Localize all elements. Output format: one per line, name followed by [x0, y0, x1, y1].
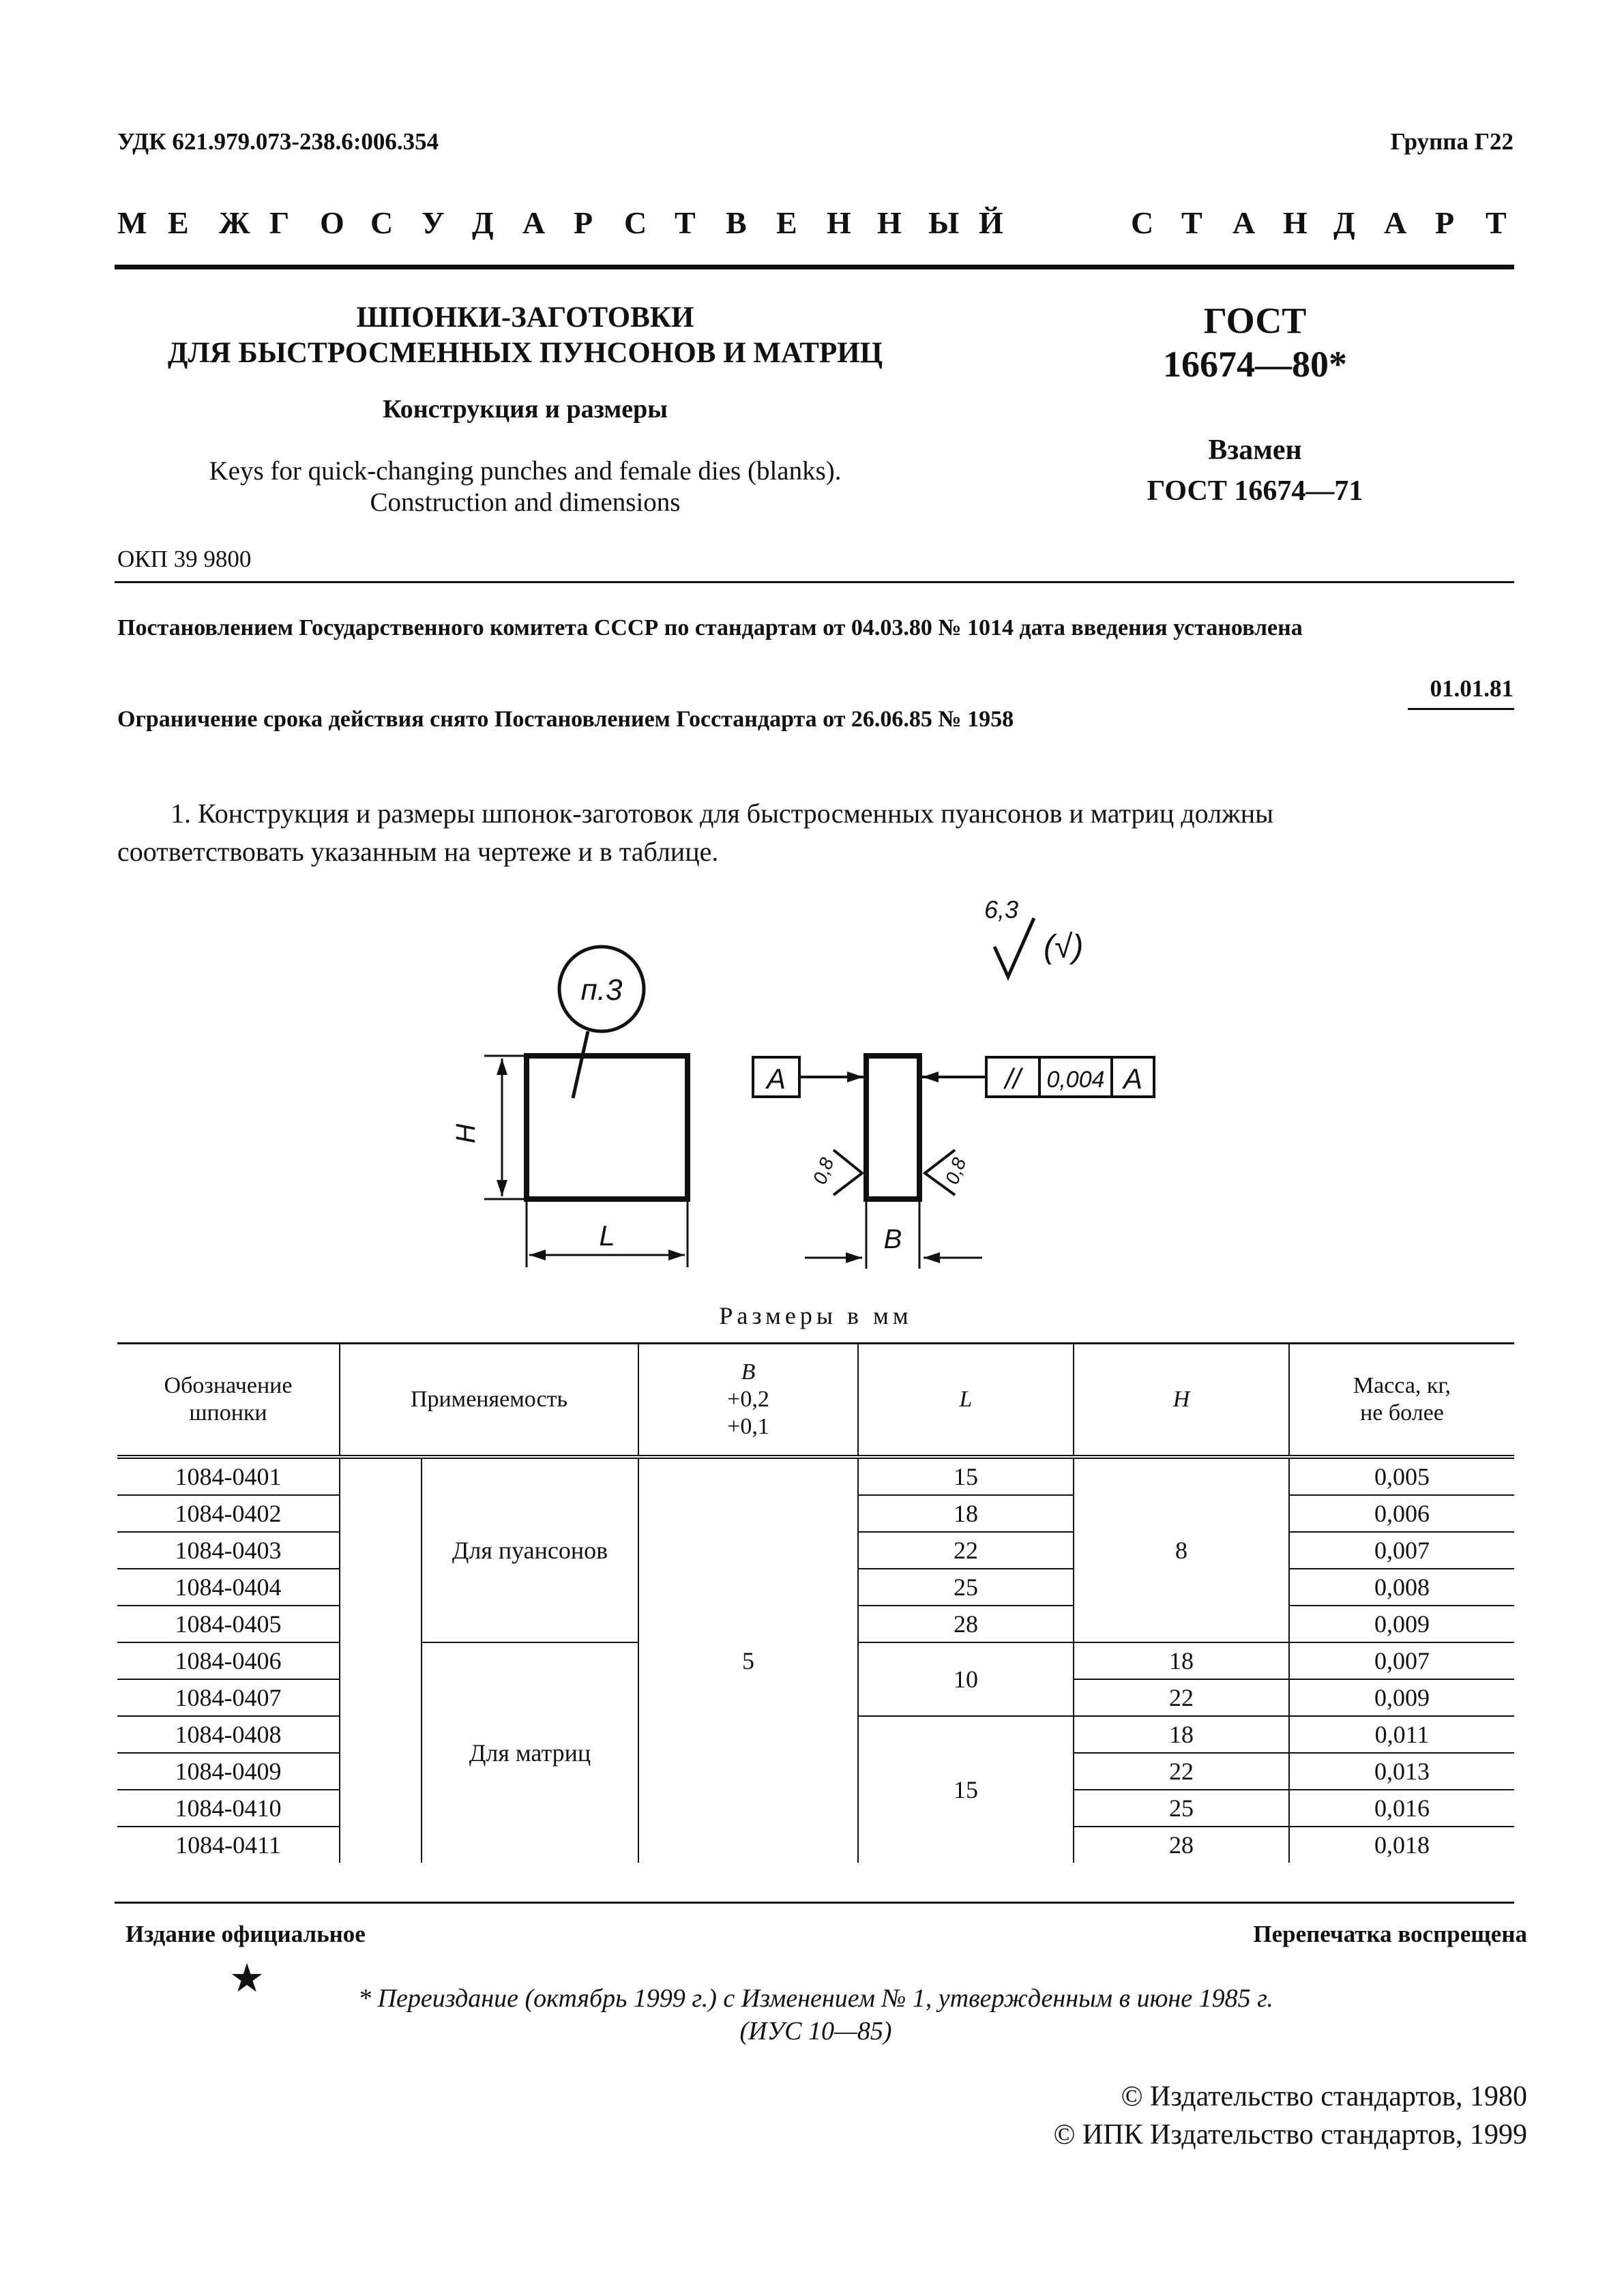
group-punches: Для пуансонов	[422, 1457, 638, 1642]
english-title-line2: Construction and dimensions	[370, 488, 681, 517]
heading-letter: Р	[1435, 205, 1455, 240]
header-applicability: Применяемость	[340, 1344, 638, 1458]
chamfer-right-label: 0,8	[941, 1155, 971, 1187]
heading-letter: А	[1384, 205, 1407, 240]
mass-cell: 0,009	[1289, 1679, 1514, 1716]
footer-rule	[115, 1902, 1514, 1904]
effective-date: 01.01.81	[1430, 675, 1514, 702]
header-h: H	[1074, 1344, 1289, 1458]
official-edition: Издание официальное	[126, 1921, 366, 1947]
tolerance-value: 0,004	[1046, 1067, 1105, 1093]
replaces-label: Взамен	[1208, 434, 1302, 466]
mass-cell: 0,013	[1289, 1753, 1514, 1790]
designation-cell: 1084-0403	[117, 1532, 340, 1569]
heading-letter: Т	[1181, 205, 1202, 240]
heading-letter: С	[370, 205, 394, 240]
heading-letter: Т	[1486, 205, 1507, 240]
decree-line2: Ограничение срока действия снято Постановлением Госстандарта от 26.06.85 № 1958	[117, 707, 1014, 732]
mass-cell: 0,007	[1289, 1532, 1514, 1569]
header-l: L	[858, 1344, 1074, 1458]
mass-cell: 0,005	[1289, 1457, 1514, 1495]
copyright-1999: © ИПК Издательство стандартов, 1999	[1053, 2119, 1527, 2151]
group-dies: Для матриц	[422, 1642, 638, 1863]
interstate-standard-heading	[117, 205, 1513, 246]
h-cell: 25	[1074, 1790, 1289, 1827]
h-cell: 28	[1074, 1827, 1289, 1863]
heading-letter: Е	[168, 205, 189, 240]
reissue-note	[117, 1982, 1514, 2048]
copyright-1980: © Издательство стандартов, 1980	[1121, 2081, 1527, 2112]
header-b: B +0,2 +0,1	[638, 1344, 858, 1458]
mass-cell: 0,006	[1289, 1495, 1514, 1532]
mass-cell: 0,011	[1289, 1716, 1514, 1753]
designation-cell: 1084-0409	[117, 1753, 340, 1790]
english-title	[109, 456, 941, 518]
mass-cell: 0,009	[1289, 1606, 1514, 1642]
blank-column	[340, 1457, 422, 1863]
header-mass: Масса, кг, не более	[1289, 1344, 1514, 1458]
gost-label: ГОСТ	[1203, 300, 1307, 341]
mass-cell: 0,008	[1289, 1569, 1514, 1606]
heading-letter: Т	[675, 205, 696, 240]
group-code: Группа Г22	[1390, 128, 1514, 155]
paragraph-1-line2: соответствовать указанным на чертеже и в таблице.	[117, 836, 719, 867]
heading-letter: Д	[472, 205, 494, 240]
dim-b-label: B	[883, 1224, 902, 1254]
h-cell: 8	[1074, 1457, 1289, 1642]
l-cell: 28	[858, 1606, 1074, 1642]
gost-number: 16674—80*	[1163, 344, 1347, 385]
dim-h-label: H	[451, 1123, 481, 1144]
doc-title-line1: ШПОНКИ-ЗАГОТОВКИ	[356, 301, 694, 334]
heading-letter: Е	[776, 205, 797, 240]
heading-letter: Г	[269, 205, 290, 240]
replaces-value: ГОСТ 16674—71	[1147, 475, 1363, 507]
parallelism-symbol: //	[1005, 1063, 1021, 1095]
roughness-symbol	[994, 918, 1034, 977]
heading-letter: У	[422, 205, 445, 240]
l-cell: 18	[858, 1495, 1074, 1532]
heading-letter: М	[117, 205, 147, 240]
chamfer-mark-left	[833, 1150, 862, 1195]
copyright-block	[1053, 2078, 1527, 2154]
heading-letter: Н	[827, 205, 851, 240]
decree-line1: Постановлением Государственного комитета СССР по стандартам от 04.03.80 № 1014 дата введения установлена	[117, 615, 1303, 640]
h-cell: 18	[1074, 1642, 1289, 1679]
doc-title-line2: ДЛЯ БЫСТРОСМЕННЫХ ПУНСОНОВ И МАТРИЦ	[167, 337, 883, 369]
date-underline	[1408, 708, 1514, 710]
key-drawing	[409, 887, 1228, 1282]
header-rule	[115, 265, 1514, 269]
heading-letter: Ж	[219, 205, 250, 240]
heading-letter: В	[726, 205, 747, 240]
table-caption: Размеры в мм	[719, 1302, 913, 1329]
mass-cell: 0,018	[1289, 1827, 1514, 1863]
star-icon: ★	[229, 1956, 265, 2000]
heading-letter: С	[624, 205, 647, 240]
h-cell: 18	[1074, 1716, 1289, 1753]
roughness-rest: (√)	[1044, 929, 1084, 965]
designation-cell: 1084-0406	[117, 1642, 340, 1679]
side-view-outline	[866, 1056, 919, 1199]
designation-cell: 1084-0411	[117, 1827, 340, 1863]
header-designation: Обозначение шпонки	[117, 1344, 340, 1458]
tolerance-datum: A	[1123, 1063, 1143, 1095]
l-cell: 15	[858, 1716, 1074, 1863]
designation-cell: 1084-0410	[117, 1790, 340, 1827]
replaces-block	[1064, 430, 1446, 512]
heading-letter: Ы	[928, 205, 960, 240]
heading-letter: А	[1232, 205, 1256, 240]
okp-rule	[115, 581, 1514, 583]
dimensions-table	[117, 1342, 1514, 1863]
heading-letter: Н	[1283, 205, 1308, 240]
l-cell: 15	[858, 1457, 1074, 1495]
designation-cell: 1084-0407	[117, 1679, 340, 1716]
heading-letter: Й	[979, 205, 1003, 240]
heading-letter: Р	[574, 205, 593, 240]
designation-cell: 1084-0404	[117, 1569, 340, 1606]
l-cell: 10	[858, 1642, 1074, 1716]
h-cell: 22	[1074, 1753, 1289, 1790]
designation-cell: 1084-0405	[117, 1606, 340, 1642]
heading-letter: С	[1131, 205, 1154, 240]
heading-letter: А	[522, 205, 546, 240]
doc-title	[109, 300, 941, 371]
mass-cell: 0,016	[1289, 1790, 1514, 1827]
designation-cell: 1084-0402	[117, 1495, 340, 1532]
datum-label: A	[766, 1063, 786, 1095]
front-view-outline	[527, 1056, 688, 1199]
english-title-line1: Keys for quick-changing punches and female dies (blanks).	[209, 456, 842, 486]
h-cell: 22	[1074, 1679, 1289, 1716]
heading-letter: Н	[877, 205, 902, 240]
roughness-value: 6,3	[984, 896, 1019, 924]
l-cell: 25	[858, 1569, 1074, 1606]
chamfer-left-label: 0,8	[808, 1155, 838, 1187]
doc-subtitle: Конструкция и размеры	[383, 395, 668, 424]
reissue-line1: * Переиздание (октябрь 1999 г.) с Изменением № 1, утвержденным в июне 1985 г.	[358, 1984, 1273, 2013]
designation-cell: 1084-0401	[117, 1457, 340, 1495]
designation-cell: 1084-0408	[117, 1716, 340, 1753]
l-cell: 22	[858, 1532, 1074, 1569]
mass-cell: 0,007	[1289, 1642, 1514, 1679]
table-row	[117, 1457, 1514, 1495]
note-ref: п.3	[580, 973, 623, 1007]
dim-l-label: L	[599, 1220, 615, 1252]
gost-designation	[1064, 299, 1446, 386]
heading-letter: О	[320, 205, 344, 240]
heading-letter: Д	[1333, 205, 1355, 240]
note-leader	[573, 1031, 588, 1098]
udk-code: УДК 621.979.073-238.6:006.354	[117, 128, 439, 155]
b-value-cell: 5	[638, 1457, 858, 1863]
reprint-prohibited: Перепечатка воспрещена	[1253, 1921, 1527, 1947]
reissue-line2: (ИУС 10—85)	[739, 2017, 892, 2046]
table-header-row	[117, 1344, 1514, 1458]
paragraph-1-line1: 1. Конструкция и размеры шпонок-заготовок для быстросменных пуансонов и матриц должны	[171, 798, 1273, 829]
okp-code: ОКП 39 9800	[117, 546, 252, 572]
